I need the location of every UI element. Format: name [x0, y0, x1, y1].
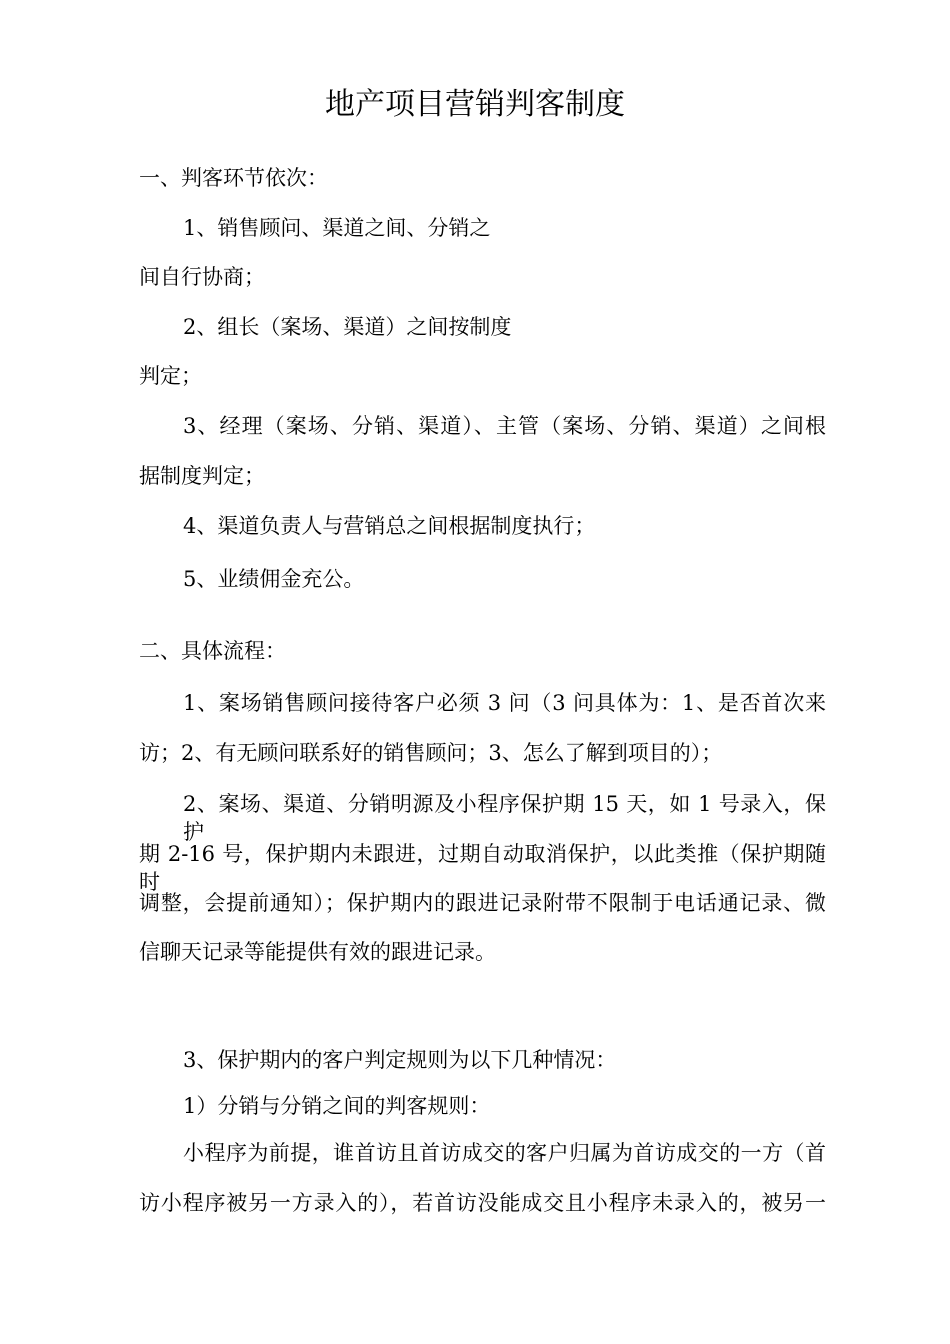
section2-item3: 3、保护期内的客户判定规则为以下几种情况： — [183, 1048, 617, 1072]
section1-item4: 4、渠道负责人与营销总之间根据制度执行； — [183, 514, 596, 538]
section1-item2-line1: 2、组长（案场、渠道）之间按制度 — [183, 315, 512, 339]
section2-item2-line2: 期 2-16 号，保护期内未跟进，过期自动取消保护，以此类推（保护期随时 — [139, 842, 826, 894]
section2-sub1-heading: 1）分销与分销之间的判客规则： — [183, 1094, 491, 1118]
section1-heading: 一、判客环节依次： — [139, 166, 328, 190]
section2-sub1-line1: 小程序为前提，谁首访且首访成交的客户归属为首访成交的一方（首 — [183, 1141, 826, 1165]
section2-heading: 二、具体流程： — [139, 639, 286, 663]
section2-item1-line2: 访；2、有无顾问联系好的销售顾问；3、怎么了解到项目的）； — [139, 741, 723, 765]
section1-item2-line2: 判定； — [139, 364, 202, 388]
section1-item5: 5、业绩佣金充公。 — [183, 567, 365, 591]
section2-item2-line1: 2、案场、渠道、分销明源及小程序保护期 15 天，如 1 号录入，保护 — [183, 792, 826, 844]
document-title: 地产项目营销判客制度 — [325, 87, 625, 122]
section1-item1-line1: 1、销售顾问、渠道之间、分销之 — [183, 216, 491, 240]
section1-item3-line1: 3、经理（案场、分销、渠道）、主管（案场、分销、渠道）之间根 — [183, 414, 826, 438]
section1-item3-line2: 据制度判定； — [139, 464, 265, 488]
section2-sub1-line2: 访小程序被另一方录入的），若首访没能成交且小程序未录入的，被另一 — [139, 1191, 826, 1215]
section1-item1-line2: 间自行协商； — [139, 265, 265, 289]
section2-item1-line1: 1、案场销售顾问接待客户必须 3 问（3 问具体为：1、是否首次来 — [183, 691, 826, 715]
section2-item2-line4: 信聊天记录等能提供有效的跟进记录。 — [139, 940, 496, 964]
section2-item2-line3: 调整，会提前通知）；保护期内的跟进记录附带不限制于电话通记录、微 — [139, 891, 826, 915]
